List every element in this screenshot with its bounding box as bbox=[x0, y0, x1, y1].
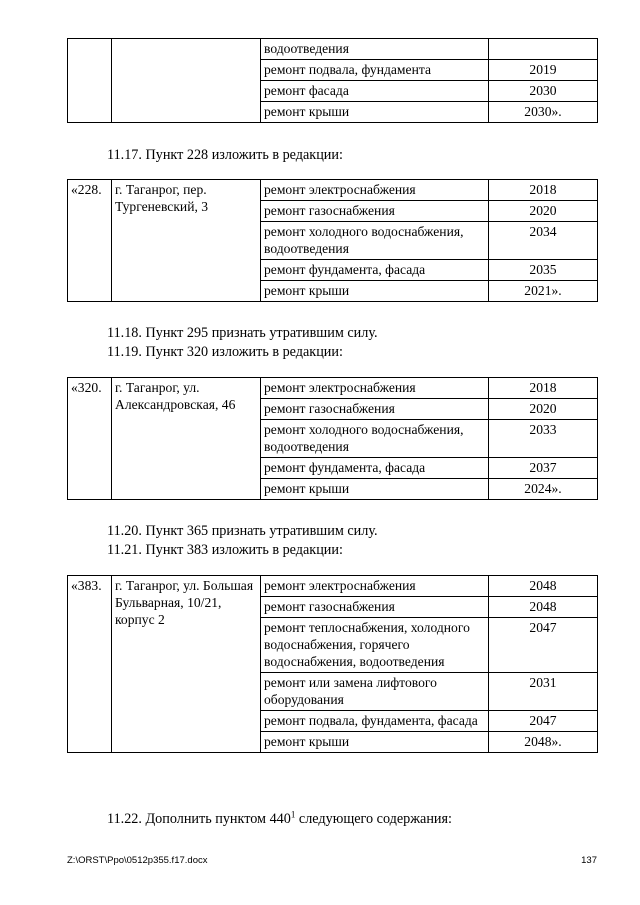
year-cell: 2021». bbox=[489, 281, 598, 302]
address-cell: г. Таганрог, ул. Александровская, 46 bbox=[112, 378, 261, 500]
year-cell: 2031 bbox=[489, 673, 598, 711]
work-cell: ремонт электроснабжения bbox=[261, 180, 489, 201]
work-cell: ремонт фасада bbox=[261, 81, 489, 102]
footer-page-number: 137 bbox=[581, 855, 597, 866]
year-cell: 2030». bbox=[489, 102, 598, 123]
footer-file-path: Z:\ORST\Ppo\0512p355.f17.docx bbox=[67, 855, 208, 866]
superscript-marker: 1 bbox=[290, 809, 296, 820]
number-cell bbox=[68, 39, 112, 123]
work-cell: ремонт или замена лифтового оборудования bbox=[261, 673, 489, 711]
paragraph-11-22 bbox=[107, 810, 452, 828]
paragraph-11-20: 11.20. Пункт 365 признать утратившим силу. bbox=[107, 523, 378, 539]
number-cell: «228. bbox=[68, 180, 112, 302]
number-cell: «320. bbox=[68, 378, 112, 500]
work-cell: ремонт подвала, фундамента, фасада bbox=[261, 711, 489, 732]
work-cell: ремонт газоснабжения bbox=[261, 399, 489, 420]
paragraph-11-22-text-end: следующего содержания: bbox=[295, 811, 452, 827]
table-row bbox=[68, 576, 598, 597]
work-cell: ремонт фундамента, фасада bbox=[261, 260, 489, 281]
table-item-320 bbox=[67, 377, 598, 500]
paragraph-11-19: 11.19. Пункт 320 изложить в редакции: bbox=[107, 344, 343, 360]
paragraph-11-18: 11.18. Пункт 295 признать утратившим силу. bbox=[107, 325, 378, 341]
address-cell: г. Таганрог, пер. Тургеневский, 3 bbox=[112, 180, 261, 302]
work-cell: ремонт газоснабжения bbox=[261, 201, 489, 222]
year-cell: 2034 bbox=[489, 222, 598, 260]
work-cell: ремонт теплоснабжения, холодного водоснабжения, горячего водоснабжения, водоотведения bbox=[261, 618, 489, 673]
year-cell: 2020 bbox=[489, 399, 598, 420]
year-cell: 2019 bbox=[489, 60, 598, 81]
work-cell: ремонт холодного водоснабжения, водоотведения bbox=[261, 420, 489, 458]
table-continuation bbox=[67, 38, 598, 123]
address-cell: г. Таганрог, ул. Большая Бульварная, 10/21, корпус 2 bbox=[112, 576, 261, 753]
table-item-383 bbox=[67, 575, 598, 753]
year-cell: 2047 bbox=[489, 711, 598, 732]
year-cell: 2035 bbox=[489, 260, 598, 281]
work-cell: ремонт крыши bbox=[261, 732, 489, 753]
work-cell: ремонт холодного водоснабжения, водоотведения bbox=[261, 222, 489, 260]
year-cell: 2048». bbox=[489, 732, 598, 753]
year-cell: 2048 bbox=[489, 576, 598, 597]
table-row bbox=[68, 180, 598, 201]
year-cell: 2033 bbox=[489, 420, 598, 458]
table-item-228 bbox=[67, 179, 598, 302]
work-cell: ремонт электроснабжения bbox=[261, 576, 489, 597]
work-cell: ремонт крыши bbox=[261, 479, 489, 500]
year-cell: 2037 bbox=[489, 458, 598, 479]
work-cell: водоотведения bbox=[261, 39, 489, 60]
table-row bbox=[68, 378, 598, 399]
number-cell: «383. bbox=[68, 576, 112, 753]
year-cell: 2048 bbox=[489, 597, 598, 618]
year-cell: 2020 bbox=[489, 201, 598, 222]
year-cell: 2018 bbox=[489, 180, 598, 201]
year-cell: 2018 bbox=[489, 378, 598, 399]
work-cell: ремонт подвала, фундамента bbox=[261, 60, 489, 81]
work-cell: ремонт крыши bbox=[261, 281, 489, 302]
paragraph-11-21: 11.21. Пункт 383 изложить в редакции: bbox=[107, 542, 343, 558]
work-cell: ремонт электроснабжения bbox=[261, 378, 489, 399]
year-cell: 2024». bbox=[489, 479, 598, 500]
paragraph-11-17: 11.17. Пункт 228 изложить в редакции: bbox=[107, 147, 343, 163]
year-cell: 2030 bbox=[489, 81, 598, 102]
work-cell: ремонт фундамента, фасада bbox=[261, 458, 489, 479]
work-cell: ремонт крыши bbox=[261, 102, 489, 123]
year-cell: 2047 bbox=[489, 618, 598, 673]
address-cell bbox=[112, 39, 261, 123]
year-cell bbox=[489, 39, 598, 60]
work-cell: ремонт газоснабжения bbox=[261, 597, 489, 618]
table-row bbox=[68, 39, 598, 60]
paragraph-11-22-text: 11.22. Дополнить пунктом 440 bbox=[107, 811, 291, 827]
